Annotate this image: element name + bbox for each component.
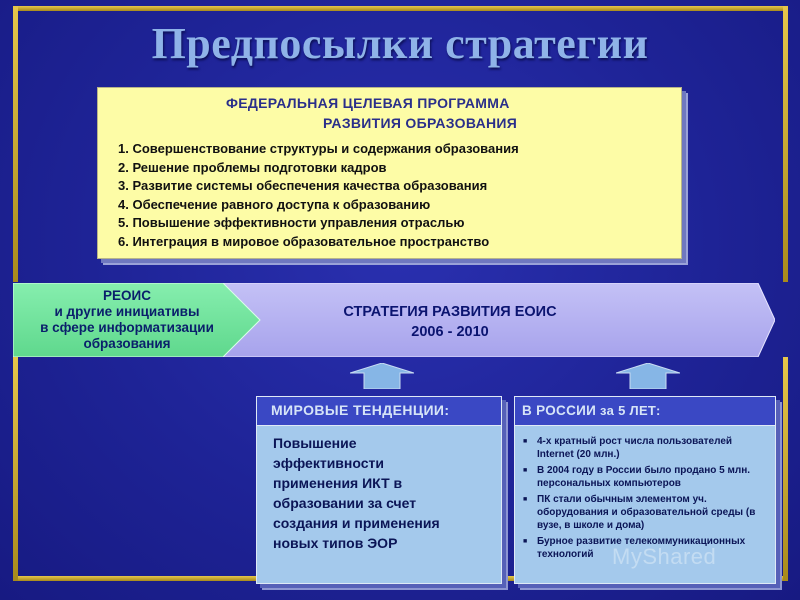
watermark-logo: MyShared — [612, 544, 717, 569]
russia-header — [515, 397, 775, 426]
world-trends-line: создания и применения — [273, 515, 440, 531]
initiatives-line3: в сфере информатизации — [40, 320, 214, 335]
page-title: Предпосылки стратегии — [151, 19, 649, 68]
federal-program-list — [118, 140, 519, 252]
list-item: ■ В 2004 году в России было продано 5 млн. персональных компьютеров — [523, 464, 771, 491]
world-trends-line: новых типов ЭОР — [273, 535, 398, 551]
russia-heading — [522, 403, 661, 418]
federal-program-title-line2: РАЗВИТИЯ ОБРАЗОВАНИЯ — [323, 115, 518, 131]
initiatives-label — [16, 288, 238, 352]
left-lower-gold-bar — [13, 357, 18, 581]
list-item: ■ ПК стали обычным элементом уч. оборудования и образовательной среды (в вузе, в школе и дома) — [523, 493, 771, 533]
strategy-title: СТРАТЕГИЯ РАЗВИТИЯ ЕОИС — [343, 304, 557, 320]
strategy-period: 2006 - 2010 — [411, 324, 489, 340]
list-item: ■ 4-х кратный рост числа пользователей Internet (20 млн.) — [523, 435, 771, 462]
world-trends-body — [273, 433, 488, 553]
list-item: 3. Развитие системы обеспечения качества образования — [118, 178, 488, 194]
strategy-label — [300, 302, 600, 342]
world-trends-line: Повышение — [273, 435, 357, 451]
list-item: 5. Повышение эффективности управления отраслью — [118, 215, 465, 231]
list-item: 6. Интеграция в мировое образовательное пространство — [118, 233, 490, 249]
world-trends-line: применения ИКТ в — [273, 475, 403, 491]
federal-program-box — [97, 87, 682, 259]
list-item: 2. Решение проблемы подготовки кадров — [118, 159, 387, 175]
top-gold-bar — [13, 6, 788, 11]
world-trends-header — [257, 397, 501, 426]
list-item: 4. Обеспечение равного доступа к образованию — [118, 196, 431, 212]
initiatives-line4: образования — [83, 336, 171, 351]
initiatives-line2: и другие инициативы — [54, 304, 200, 319]
initiatives-line1: РЕОИС — [103, 288, 151, 303]
russia-heading-main: В РОССИИ — [522, 403, 597, 418]
russia-heading-rest: за 5 ЛЕТ: — [596, 403, 661, 418]
list-item: 1. Совершенствование структуры и содержания образования — [118, 141, 519, 156]
world-trends-panel — [256, 396, 502, 584]
right-lower-gold-bar — [783, 357, 788, 581]
world-trends-heading: МИРОВЫЕ ТЕНДЕНЦИИ: — [271, 402, 450, 418]
list-item: ■ Бурное развитие телекоммуникационных технологий — [523, 535, 771, 562]
federal-program-title-line1: ФЕДЕРАЛЬНАЯ ЦЕЛЕВАЯ ПРОГРАММА — [226, 95, 510, 111]
up-arrow-left-icon — [350, 363, 414, 389]
world-trends-line: эффективности — [273, 455, 384, 471]
up-arrow-right-icon — [616, 363, 680, 389]
world-trends-line: образовании за счет — [273, 495, 417, 511]
